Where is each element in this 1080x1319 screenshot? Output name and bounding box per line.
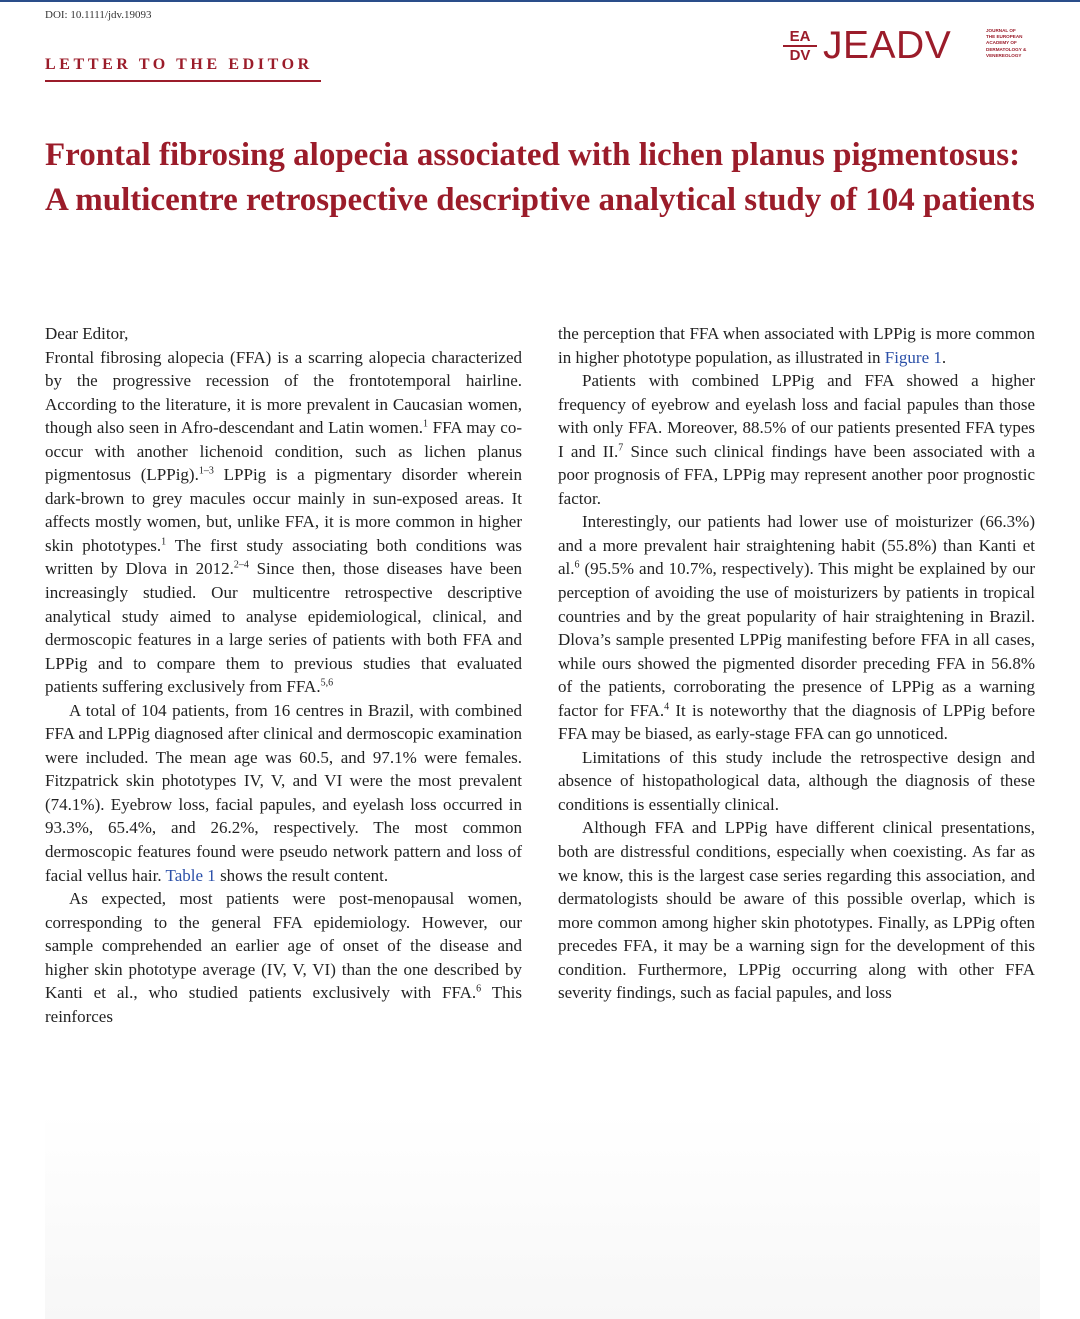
paragraph-intro [45, 346, 522, 699]
text-run: Since such clinical findings have been associated with a poor prognosis of FFA, LPPig may represent another poor prognostic factor. [558, 441, 1035, 508]
text-run: It is noteworthy that the diagnosis of LPPig before FFA may be biased, as early-stage FFA can go unnoticed. [558, 700, 1035, 744]
reference-link[interactable]: 2–4 [233, 559, 249, 571]
logo-mark-top: EA [783, 28, 817, 47]
text-run: As expected, most patients were post-menopausal women, corresponding to the general FFA epidemiology. However, our sample comprehended an earlier age of onset of the disease and higher skin phototype average (IV, V, VI) than the one described by Kanti et al., who studied patients exclusively with FFA. [45, 889, 522, 1003]
logo-subtitle-line: DERMATOLOGY & [986, 46, 1027, 52]
logo-subtitle-line: ACADEMY OF [986, 40, 1017, 46]
reference-link[interactable]: 6 [574, 559, 580, 571]
reference-link[interactable]: 1 [422, 418, 428, 430]
logo-subtitle-line: THE EUROPEAN [986, 34, 1023, 40]
logo-mark-icon [783, 28, 817, 64]
doi-text: DOI: 10.1111/jdv.19093 [45, 9, 152, 21]
salutation: Dear Editor, [45, 324, 129, 343]
reference-link[interactable]: 6 [476, 983, 482, 995]
logo-mark-bottom: DV [789, 47, 811, 64]
reference-link[interactable]: 4 [664, 701, 670, 713]
text-run: LPPig is a pigmentary disorder wherein dark-brown to grey macules occur mainly in sun-exposed areas. It affects mostly women, but, unlike FFA, it is more common in higher skin phototypes. [45, 465, 523, 555]
paragraph-continued [558, 322, 1035, 369]
paragraph-results [45, 699, 522, 887]
paragraph-discussion [45, 887, 522, 1028]
text-run: FFA may co-occur with another lichenoid condition, such as lichen planus pigmentosus (LPPig). [45, 418, 522, 485]
left-column [45, 322, 522, 1028]
logo-subtitle-line: JOURNAL OF [986, 28, 1016, 33]
article-title: Frontal fibrosing alopecia associated with lichen planus pigmentosus: A multicentre retrospective descriptive analytical study of 104 patients [45, 137, 1035, 218]
section-underline [45, 80, 321, 82]
logo-name: JEADV [823, 24, 952, 67]
logo-subtitle-line: VENEREOLOGY [986, 52, 1022, 58]
page-bottom-area [45, 1112, 1040, 1319]
text-run: This reinforces [45, 983, 522, 1026]
reference-link[interactable]: 7 [618, 442, 624, 454]
text-run: (95.5% and 10.7%, respectively). This might be explained by our perception of avoiding the use of moisturizers by patients in tropical countries and by the great popularity of hair straightening in Brazil. Dlova’s sample presented LPPig manifesting before FFA in all cases, while ours showed the pigmented disorder preceding FFA in 56.8% of the patients, corroborating the presence of LPPig as a warning factor for FFA. [558, 559, 1035, 720]
text-run: Since then, those diseases have been increasingly studied. Our multicentre retrospective descriptive analytical study aimed to analyse epidemiological, clinical, and dermoscopic features in a large series of patients with both FFA and LPPig and to compare them to previous studies that evaluated patients suffering exclusively from FFA. [45, 559, 523, 697]
paragraph-comparison [558, 369, 1035, 510]
text-run: A total of 104 patients, from 16 centres in Brazil, with combined FFA and LPPig diagnosed after clinical and dermoscopic examination were included. The mean age was 60.5, and 97.1% were females. Fitzpatrick skin phototypes IV, V, and VI were the most prevalent (74.1%). Eyebrow loss, facial papules, and eyelash loss occurred in 93.3%, 65.4%, and 26.2%, respectively. The most common dermoscopic features found were pseudo network pattern and loss of facial vellus hair. [45, 700, 522, 885]
text-run: . [941, 347, 947, 367]
section-label: LETTER TO THE EDITOR [45, 56, 313, 73]
top-border-line [0, 0, 1080, 2]
right-column [558, 322, 1035, 1005]
text-run: shows the result content. [215, 865, 389, 885]
paragraph-habits [558, 510, 1035, 745]
reference-link[interactable]: 1–3 [198, 465, 214, 477]
journal-logo [783, 22, 1043, 72]
table-1-link[interactable]: Table 1 [165, 865, 216, 885]
figure-1-link[interactable]: Figure 1 [884, 347, 942, 367]
text-run: Interestingly, our patients had lower use of moisturizer (66.3%) and a more prevalent hair straightening habit (55.8%) than Kanti et al. [558, 512, 1035, 579]
text-run: Patients with combined LPPig and FFA showed a higher frequency of eyebrow and eyelash loss and facial papules than those with only FFA. Moreover, 88.5% of our patients presented FFA types I and II. [558, 371, 1035, 461]
reference-link[interactable]: 5,6 [320, 677, 334, 689]
text-run: the perception that FFA when associated with LPPig is more common in higher phototype population, as illustrated in [558, 324, 1035, 367]
text-run: The first study associating both conditions was written by Dlova in 2012. [45, 535, 522, 579]
reference-link[interactable]: 1 [161, 536, 167, 548]
paragraph-limitations: Limitations of this study include the retrospective design and absence of histopathological data, although the diagnosis of these conditions is essentially clinical. [558, 747, 1035, 814]
paragraph-conclusion: Although FFA and LPPig have different clinical presentations, both are distressful conditions, especially when coexisting. As far as we know, this is the largest case series regarding this association, and dermatologists should be aware of this possible overlap, which is more common among higher skin phototypes. Finally, as LPPig often precedes FFA, it may be a warning sign for the development of this condition. Furthermore, LPPig occurring along with other FFA severity findings, such as facial papules, and loss [558, 818, 1035, 1003]
text-run: Frontal fibrosing alopecia (FFA) is a scarring alopecia characterized by the progressive recession of the frontotemporal hairline. According to the literature, it is more prevalent in Caucasian women, though also seen in Afro-descendant and Latin women. [45, 347, 522, 438]
logo-subtitle [986, 28, 1042, 59]
